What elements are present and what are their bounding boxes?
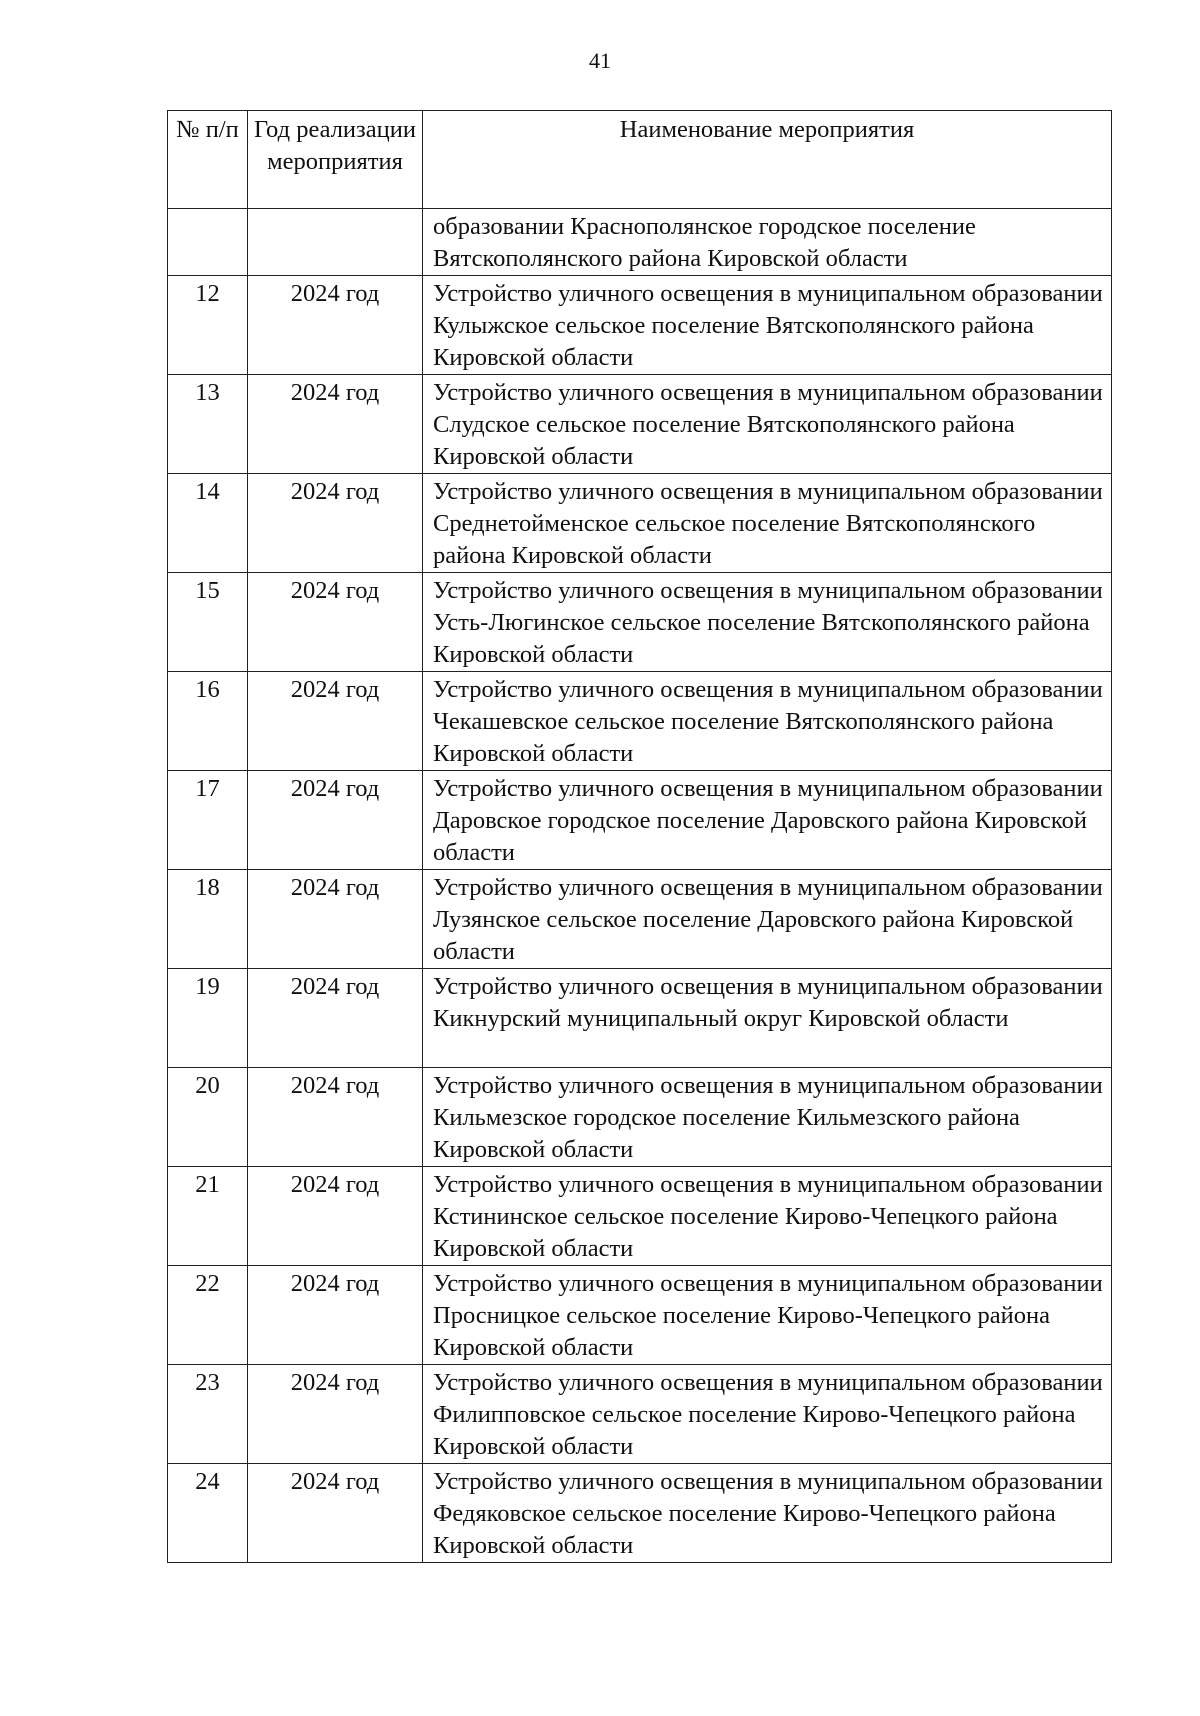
name-cell: Устройство уличного освещения в муниципальном образовании Слудское сельское поселение Вятскополянского района Кировской области [423, 375, 1112, 474]
page-number: 41 [589, 48, 611, 73]
table-row [168, 771, 1112, 870]
table-row [168, 573, 1112, 672]
num-cell: 19 [168, 969, 248, 1068]
num-cell: 13 [168, 375, 248, 474]
name-cell: Устройство уличного освещения в муниципальном образовании Кстининское сельское поселение Кирово-Чепецкого района Кировской области [423, 1166, 1112, 1265]
num-cell: 21 [168, 1166, 248, 1265]
year-cell: 2024 год [248, 1067, 423, 1166]
name-cell: Устройство уличного освещения в муниципальном образовании Даровское городское поселение Даровского района Кировской области [423, 771, 1112, 870]
table-row [168, 1463, 1112, 1562]
year-cell: 2024 год [248, 672, 423, 771]
name-cell: Устройство уличного освещения в муниципальном образовании Усть-Люгинское сельское поселение Вятскополянского района Кировской области [423, 573, 1112, 672]
num-cell: 18 [168, 870, 248, 969]
table-row [168, 1067, 1112, 1166]
num-cell: 15 [168, 573, 248, 672]
name-cell: Устройство уличного освещения в муниципальном образовании Лузянское сельское поселение Даровского района Кировской области [423, 870, 1112, 969]
year-cell: 2024 год [248, 1364, 423, 1463]
header-num: № п/п [168, 111, 248, 209]
num-cell: 20 [168, 1067, 248, 1166]
table-row [168, 672, 1112, 771]
year-cell: 2024 год [248, 474, 423, 573]
num-cell: 12 [168, 276, 248, 375]
table-row [168, 870, 1112, 969]
continuation-name-cell: образовании Краснополянское городское поселение Вятскополянского района Кировской области [423, 209, 1112, 276]
num-cell: 23 [168, 1364, 248, 1463]
year-cell: 2024 год [248, 1463, 423, 1562]
year-cell: 2024 год [248, 1166, 423, 1265]
table-row [168, 375, 1112, 474]
table-row [168, 1166, 1112, 1265]
continuation-row [168, 209, 1112, 276]
measures-table [167, 110, 1112, 1563]
table-row [168, 969, 1112, 1068]
table-row [168, 1265, 1112, 1364]
name-cell: Устройство уличного освещения в муниципальном образовании Кильмезское городское поселение Кильмезского района Кировской области [423, 1067, 1112, 1166]
year-cell: 2024 год [248, 969, 423, 1068]
year-cell: 2024 год [248, 375, 423, 474]
num-cell: 14 [168, 474, 248, 573]
year-cell: 2024 год [248, 771, 423, 870]
num-cell: 16 [168, 672, 248, 771]
table-row [168, 276, 1112, 375]
continuation-year-cell [248, 209, 423, 276]
name-cell: Устройство уличного освещения в муниципальном образовании Чекашевское сельское поселение Вятскополянского района Кировской области [423, 672, 1112, 771]
name-cell: Устройство уличного освещения в муниципальном образовании Среднетойменское сельское поселение Вятскополянского района Кировской области [423, 474, 1112, 573]
continuation-num-cell [168, 209, 248, 276]
header-year: Год реализации мероприятия [248, 111, 423, 209]
name-cell: Устройство уличного освещения в муниципальном образовании Филипповское сельское поселение Кирово-Чепецкого района Кировской области [423, 1364, 1112, 1463]
name-cell: Устройство уличного освещения в муниципальном образовании Кулыжское сельское поселение Вятскополянского района Кировской области [423, 276, 1112, 375]
name-cell: Устройство уличного освещения в муниципальном образовании Просницкое сельское поселение Кирово-Чепецкого района Кировской области [423, 1265, 1112, 1364]
table-header [168, 111, 1112, 209]
num-cell: 17 [168, 771, 248, 870]
table-row [168, 1364, 1112, 1463]
year-cell: 2024 год [248, 573, 423, 672]
name-cell: Устройство уличного освещения в муниципальном образовании Федяковское сельское поселение Кирово-Чепецкого района Кировской области [423, 1463, 1112, 1562]
table-body [168, 209, 1112, 1563]
header-name: Наименование мероприятия [423, 111, 1112, 209]
year-cell: 2024 год [248, 870, 423, 969]
table-row [168, 474, 1112, 573]
num-cell: 24 [168, 1463, 248, 1562]
header-row [168, 111, 1112, 209]
num-cell: 22 [168, 1265, 248, 1364]
name-cell: Устройство уличного освещения в муниципальном образовании Кикнурский муниципальный округ Кировской области [423, 969, 1112, 1068]
year-cell: 2024 год [248, 1265, 423, 1364]
year-cell: 2024 год [248, 276, 423, 375]
